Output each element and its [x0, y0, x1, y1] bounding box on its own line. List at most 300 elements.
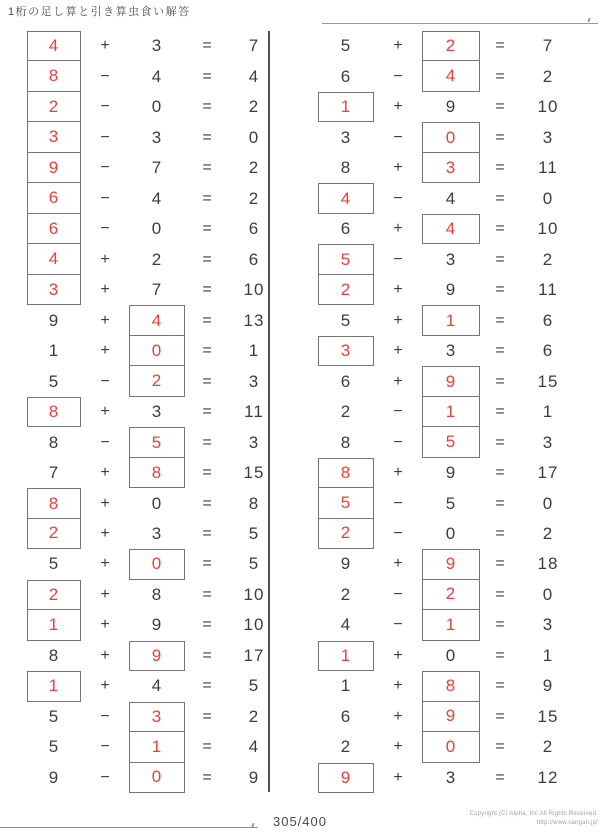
operand-b: 3 — [151, 402, 163, 422]
operator: − — [393, 585, 403, 603]
answer-box — [27, 274, 81, 305]
operand-b-cell — [129, 183, 185, 213]
operand-a-boxed — [27, 397, 81, 427]
operand-b: 4 — [151, 676, 163, 696]
operand-b: 3 — [151, 36, 163, 56]
operator: − — [393, 494, 403, 512]
operand-b: 8 — [151, 584, 163, 604]
operand-b-cell — [129, 397, 185, 427]
result-cell — [520, 427, 576, 457]
operator-cell — [81, 366, 129, 396]
operand-b: 0 — [151, 97, 163, 117]
operand-a-cell — [318, 702, 374, 732]
result-cell — [229, 763, 279, 793]
operand-b-boxed — [422, 671, 480, 701]
operator: − — [393, 128, 403, 146]
result-cell — [229, 153, 279, 183]
column-divider — [268, 31, 270, 792]
equals-sign: = — [495, 342, 505, 360]
operand-a-boxed — [27, 183, 81, 213]
operand-a-cell — [318, 397, 374, 427]
equals-sign-cell — [185, 427, 229, 457]
answer-value: 5 — [445, 432, 457, 452]
answer-value: 1 — [340, 645, 352, 665]
operator-cell — [81, 702, 129, 732]
operator-cell — [374, 641, 422, 671]
operand-b: 9 — [445, 280, 457, 300]
answer-box — [129, 731, 185, 762]
answer-box — [422, 305, 480, 335]
operator: + — [100, 524, 110, 542]
problem-row — [318, 122, 576, 152]
operand-b-cell — [129, 610, 185, 640]
operator-cell — [374, 366, 422, 396]
problem-row — [27, 153, 279, 183]
answer-value: 1 — [340, 97, 352, 117]
answer-value: 5 — [340, 249, 352, 269]
result-cell — [229, 549, 279, 579]
result: 0 — [248, 127, 260, 147]
operator-cell — [374, 702, 422, 732]
page-title: 1桁の足し算と引き算虫食い解答 — [8, 6, 191, 18]
result-cell — [229, 92, 279, 122]
result-cell — [229, 610, 279, 640]
result-cell — [229, 458, 279, 488]
answer-value: 2 — [445, 584, 457, 604]
result: 10 — [537, 219, 559, 239]
result-cell — [520, 763, 576, 793]
operator: + — [393, 281, 403, 299]
equals-sign: = — [202, 494, 212, 512]
equals-sign: = — [202, 220, 212, 238]
operand-a-cell — [318, 305, 374, 335]
equals-sign: = — [495, 37, 505, 55]
answer-value: 2 — [445, 36, 457, 56]
operand-b-boxed — [129, 732, 185, 762]
name-line — [322, 23, 598, 24]
equals-sign: = — [202, 372, 212, 390]
equals-sign-cell — [480, 488, 520, 518]
answer-value: 1 — [48, 614, 60, 634]
answer-box — [27, 182, 81, 213]
operator: − — [100, 189, 110, 207]
result: 10 — [243, 615, 265, 635]
equals-sign: = — [202, 585, 212, 603]
footer-line — [0, 827, 258, 828]
answer-box — [129, 641, 185, 671]
operator: + — [100, 403, 110, 421]
equals-sign-cell — [480, 732, 520, 762]
result-cell — [520, 61, 576, 91]
operand-a-boxed — [27, 153, 81, 183]
operand-a-cell — [318, 549, 374, 579]
result: 2 — [248, 706, 260, 726]
operand-a-boxed — [27, 610, 81, 640]
answer-value: 6 — [48, 188, 60, 208]
problem-row — [318, 427, 576, 457]
page-number: 305/400 — [273, 814, 327, 829]
operand-b-boxed — [129, 458, 185, 488]
equals-sign-cell — [185, 671, 229, 701]
result-cell — [520, 244, 576, 274]
operand-b-cell — [129, 580, 185, 610]
equals-sign: = — [202, 250, 212, 268]
result: 2 — [542, 249, 554, 269]
answer-box — [422, 701, 480, 732]
operator: − — [393, 524, 403, 542]
operand-a: 9 — [48, 310, 60, 330]
operand-b-cell — [129, 122, 185, 152]
equals-sign-cell — [480, 397, 520, 427]
answer-box — [422, 396, 480, 427]
result: 5 — [248, 676, 260, 696]
result: 11 — [538, 158, 558, 178]
result-cell — [229, 275, 279, 305]
answer-value: 1 — [445, 310, 457, 330]
operand-b-cell — [422, 458, 480, 488]
operator: + — [100, 281, 110, 299]
operand-a: 5 — [340, 36, 352, 56]
equals-sign: = — [202, 311, 212, 329]
operator-cell — [374, 61, 422, 91]
result-cell — [229, 336, 279, 366]
operand-b: 3 — [445, 341, 457, 361]
answer-box — [129, 365, 185, 396]
problem-row — [27, 92, 279, 122]
result-cell — [229, 366, 279, 396]
answer-value: 3 — [445, 157, 457, 177]
operator: − — [393, 67, 403, 85]
operator: + — [393, 464, 403, 482]
result: 10 — [537, 97, 559, 117]
equals-sign: = — [202, 403, 212, 421]
problem-row — [318, 549, 576, 579]
answer-box — [129, 457, 185, 488]
result-cell — [520, 153, 576, 183]
result: 7 — [248, 36, 260, 56]
problem-row — [318, 31, 576, 61]
problem-row — [318, 183, 576, 213]
answer-box — [422, 366, 480, 396]
equals-sign: = — [495, 555, 505, 573]
operand-a-boxed — [27, 61, 81, 91]
operator: + — [393, 555, 403, 573]
operand-a: 5 — [48, 706, 60, 726]
operand-b-cell — [422, 641, 480, 671]
operator-cell — [374, 305, 422, 335]
operator-cell — [374, 732, 422, 762]
operand-a-boxed — [318, 519, 374, 549]
result-cell — [229, 641, 279, 671]
answer-value: 2 — [340, 279, 352, 299]
operand-b-cell — [422, 488, 480, 518]
operator-cell — [81, 397, 129, 427]
equals-sign: = — [202, 37, 212, 55]
problem-row — [318, 153, 576, 183]
result: 3 — [248, 432, 260, 452]
operand-a-cell — [318, 427, 374, 457]
operand-a-cell — [318, 214, 374, 244]
operand-a: 8 — [340, 158, 352, 178]
answer-value: 4 — [48, 249, 60, 269]
answer-value: 1 — [151, 736, 163, 756]
problem-row — [27, 305, 279, 335]
answer-value: 0 — [151, 340, 163, 360]
operand-a-cell — [27, 702, 81, 732]
equals-sign: = — [202, 464, 212, 482]
equals-sign-cell — [480, 427, 520, 457]
operand-b: 9 — [445, 97, 457, 117]
equals-sign-cell — [185, 641, 229, 671]
operator-cell — [374, 275, 422, 305]
result: 0 — [542, 493, 554, 513]
problem-row — [27, 427, 279, 457]
equals-sign: = — [495, 494, 505, 512]
operand-b-cell — [422, 336, 480, 366]
problem-row — [27, 275, 279, 305]
result: 13 — [243, 310, 265, 330]
equals-sign-cell — [480, 244, 520, 274]
equals-sign: = — [202, 98, 212, 116]
answer-box — [129, 549, 185, 579]
answer-value: 8 — [445, 676, 457, 696]
result-cell — [520, 580, 576, 610]
problem-row — [318, 763, 576, 793]
result-cell — [229, 488, 279, 518]
result: 7 — [542, 36, 554, 56]
answer-box — [27, 213, 81, 244]
equals-sign: = — [495, 403, 505, 421]
equals-sign: = — [202, 281, 212, 299]
answer-value: 1 — [445, 614, 457, 634]
operator: − — [100, 98, 110, 116]
operator: − — [100, 159, 110, 177]
problem-row — [27, 366, 279, 396]
equals-sign-cell — [480, 580, 520, 610]
equals-sign: = — [495, 433, 505, 451]
equals-sign: = — [202, 616, 212, 634]
result-cell — [520, 641, 576, 671]
equals-sign: = — [495, 220, 505, 238]
result: 2 — [248, 97, 260, 117]
answer-box — [129, 702, 185, 732]
answer-box — [422, 122, 480, 152]
operand-b-cell — [422, 763, 480, 793]
operand-b-boxed — [129, 366, 185, 396]
operator: + — [393, 768, 403, 786]
equals-sign: = — [202, 677, 212, 695]
operator: + — [100, 311, 110, 329]
operator: + — [393, 37, 403, 55]
operand-a: 6 — [340, 66, 352, 86]
operand-a-boxed — [318, 763, 374, 793]
operand-b-cell — [422, 244, 480, 274]
equals-sign-cell — [185, 153, 229, 183]
operator-cell — [374, 427, 422, 457]
answer-box — [318, 487, 374, 518]
operand-b-cell — [129, 519, 185, 549]
equals-sign-cell — [480, 153, 520, 183]
operator: + — [393, 677, 403, 695]
operand-a-boxed — [27, 122, 81, 152]
operator: − — [100, 220, 110, 238]
operator: − — [100, 433, 110, 451]
operand-b-boxed — [422, 702, 480, 732]
result: 17 — [243, 645, 265, 665]
equals-sign: = — [202, 128, 212, 146]
operator: − — [100, 738, 110, 756]
answer-box — [129, 335, 185, 366]
operator-cell — [81, 244, 129, 274]
answer-box — [318, 244, 374, 274]
operand-a-cell — [27, 641, 81, 671]
result: 6 — [248, 219, 260, 239]
answer-box — [422, 579, 480, 610]
operand-b-boxed — [422, 610, 480, 640]
answer-box — [318, 92, 374, 122]
problem-row — [27, 214, 279, 244]
equals-sign-cell — [185, 610, 229, 640]
problem-row — [27, 61, 279, 91]
answer-box — [27, 488, 81, 518]
result: 0 — [542, 584, 554, 604]
operand-a: 5 — [48, 554, 60, 574]
operand-b-boxed — [129, 641, 185, 671]
answer-box — [422, 549, 480, 579]
problem-row — [318, 275, 576, 305]
problem-row — [318, 580, 576, 610]
equals-sign: = — [202, 342, 212, 360]
operand-b: 3 — [151, 523, 163, 543]
result-cell — [229, 397, 279, 427]
result: 1 — [542, 402, 554, 422]
operator-cell — [81, 336, 129, 366]
operand-b-boxed — [422, 366, 480, 396]
equals-sign-cell — [185, 61, 229, 91]
operator-cell — [81, 31, 129, 61]
operand-b-boxed — [422, 122, 480, 152]
copyright-url: http://www.sangan.jp/ — [536, 820, 598, 826]
result: 11 — [244, 402, 264, 422]
equals-sign: = — [495, 98, 505, 116]
equals-sign-cell — [480, 641, 520, 671]
result: 9 — [248, 767, 260, 787]
result-cell — [229, 702, 279, 732]
operator: + — [100, 250, 110, 268]
answer-value: 0 — [445, 736, 457, 756]
problem-row — [27, 183, 279, 213]
operator-cell — [374, 488, 422, 518]
result-cell — [229, 244, 279, 274]
operand-b-boxed — [129, 305, 185, 335]
operator-cell — [81, 61, 129, 91]
result: 6 — [248, 249, 260, 269]
result: 3 — [248, 371, 260, 391]
operand-b: 7 — [151, 280, 163, 300]
operator: + — [100, 677, 110, 695]
operator: + — [393, 738, 403, 756]
result: 4 — [248, 737, 260, 757]
answer-value: 9 — [445, 554, 457, 574]
operand-b-boxed — [422, 153, 480, 183]
result-cell — [229, 122, 279, 152]
operand-b: 0 — [445, 645, 457, 665]
operand-b-boxed — [422, 214, 480, 244]
operand-b-boxed — [422, 580, 480, 610]
answer-value: 0 — [151, 554, 163, 574]
answer-box — [422, 214, 480, 244]
operator-cell — [81, 427, 129, 457]
result: 15 — [537, 371, 559, 391]
problems-column-right — [318, 31, 576, 793]
equals-sign-cell — [480, 275, 520, 305]
result-cell — [229, 519, 279, 549]
equals-sign-cell — [480, 61, 520, 91]
operand-a-cell — [27, 763, 81, 793]
operand-a: 1 — [340, 676, 352, 696]
operand-a: 2 — [340, 737, 352, 757]
answer-value: 4 — [445, 219, 457, 239]
operand-a-boxed — [27, 671, 81, 701]
operator: − — [393, 433, 403, 451]
equals-sign-cell — [185, 122, 229, 152]
result: 2 — [542, 523, 554, 543]
equals-sign: = — [495, 616, 505, 634]
answer-value: 1 — [445, 401, 457, 421]
result-cell — [520, 122, 576, 152]
answer-box — [422, 31, 480, 61]
operator: + — [393, 342, 403, 360]
problem-row — [318, 732, 576, 762]
result-cell — [520, 488, 576, 518]
operator-cell — [81, 671, 129, 701]
result: 5 — [248, 523, 260, 543]
operand-a: 8 — [340, 432, 352, 452]
answer-box — [27, 671, 81, 701]
equals-sign: = — [495, 585, 505, 603]
problem-row — [27, 31, 279, 61]
answer-box — [27, 518, 81, 549]
operator: + — [100, 555, 110, 573]
result-cell — [229, 427, 279, 457]
equals-sign-cell — [480, 366, 520, 396]
result: 9 — [542, 676, 554, 696]
equals-sign-cell — [185, 92, 229, 122]
answer-box — [422, 152, 480, 183]
operand-a-boxed — [27, 214, 81, 244]
answer-value: 4 — [340, 188, 352, 208]
operand-a-boxed — [318, 336, 374, 366]
result: 2 — [542, 66, 554, 86]
operand-a-cell — [27, 305, 81, 335]
answer-box — [27, 91, 81, 122]
problems-column-left — [27, 31, 279, 793]
answer-box — [318, 336, 374, 366]
operator: − — [100, 707, 110, 725]
operand-a: 6 — [340, 371, 352, 391]
equals-sign-cell — [480, 763, 520, 793]
operand-a-boxed — [27, 92, 81, 122]
result-cell — [520, 336, 576, 366]
answer-box — [27, 609, 81, 640]
equals-sign-cell — [480, 549, 520, 579]
operand-b: 0 — [151, 219, 163, 239]
answer-value: 5 — [151, 432, 163, 452]
problem-row — [27, 488, 279, 518]
equals-sign: = — [495, 128, 505, 146]
operator-cell — [81, 214, 129, 244]
operand-b: 9 — [445, 463, 457, 483]
